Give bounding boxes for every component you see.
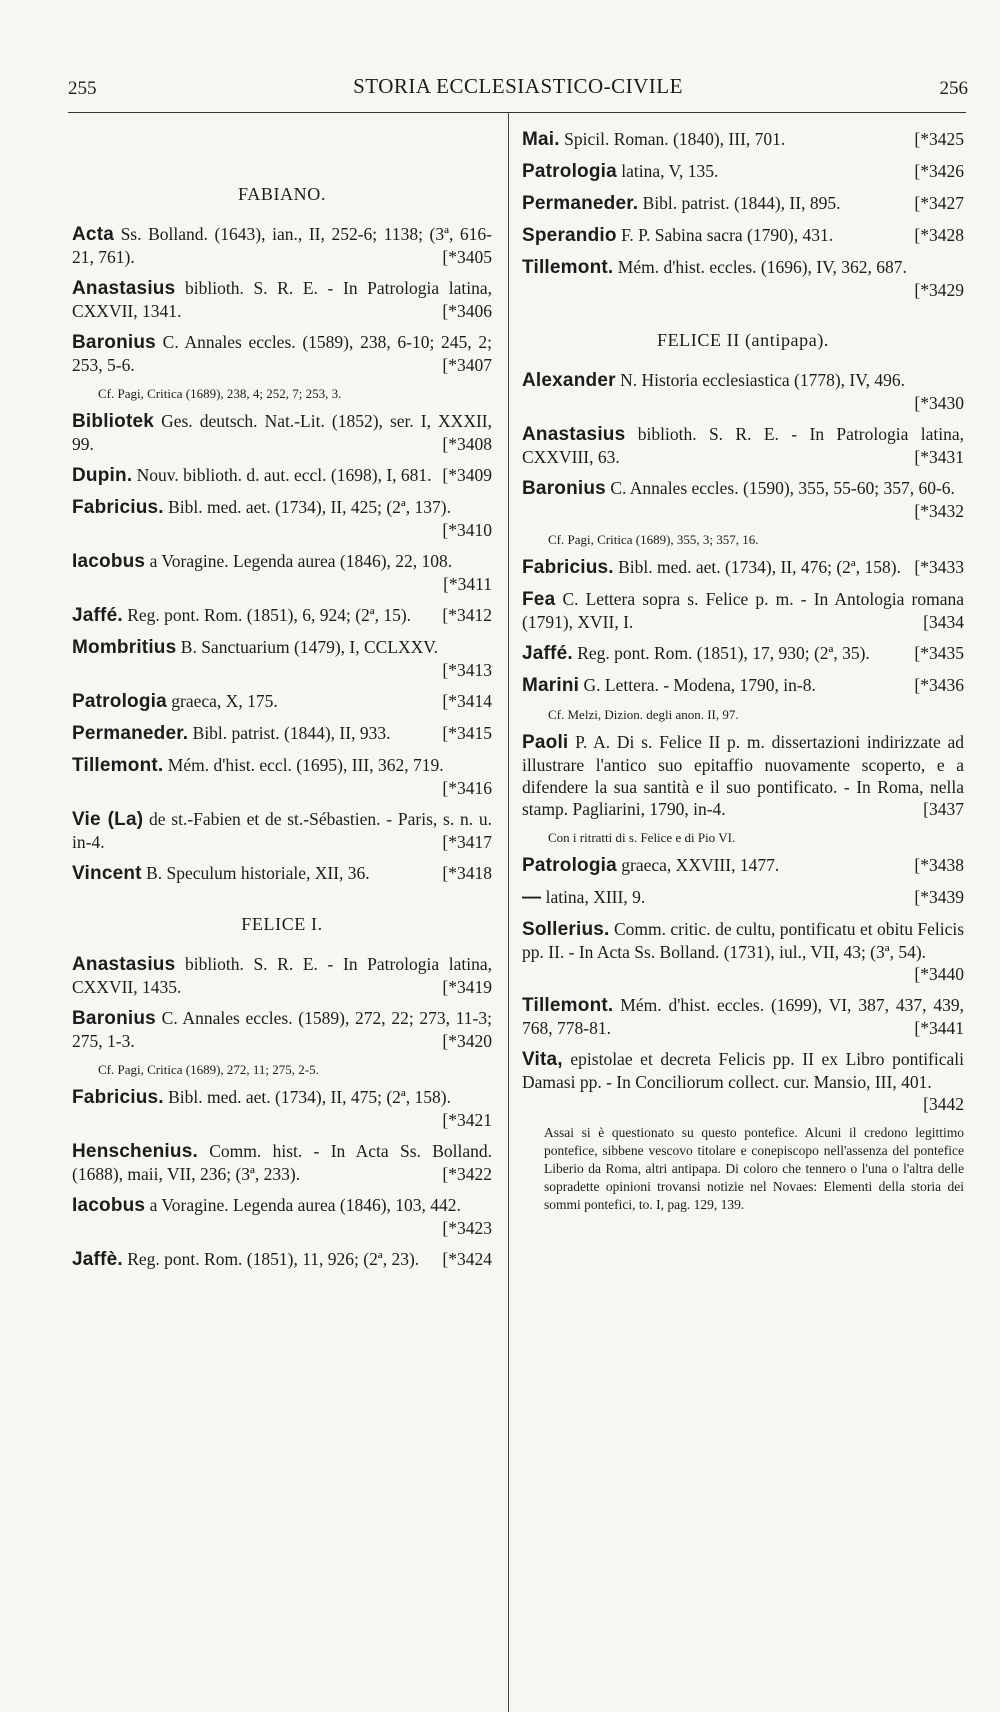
entry-text: Ges. deutsch. Nat.-Lit. (1852), ser. I, XXXII, 99. — [72, 411, 492, 454]
entry-text: C. Annales eccles. (1590), 355, 55-60; 357, 60-6. — [610, 478, 955, 498]
entry-reference-number: [3437 — [923, 799, 964, 819]
entry-reference-number: [*3425 — [914, 129, 964, 149]
entry-author: Vie (La) — [72, 809, 144, 830]
entry-note: Cf. Melzi, Dizion. degli anon. II, 97. — [548, 707, 739, 722]
footnote: Assai si è questionato su questo pontefice. Alcuni il credono legittimo pontefice, sibbene vescovo titolare e conepiscopo nell'assenza del pontefice Liberio da Roma, altri antipapa. Di coloro che tennero o l'una o l'altra delle sopradette opinioni trovansi notizie nel Novaes: Elementi della storia dei sommi pontefici, to. I, pag. 129, 139. — [544, 1125, 964, 1212]
entry-reference-number: [*3416 — [442, 778, 492, 798]
entry-reference-number: [*3405 — [442, 247, 492, 267]
entry-reference-number: [*3422 — [442, 1164, 492, 1184]
entry-author: — — [522, 887, 542, 908]
entry-reference-number: [*3413 — [442, 660, 492, 680]
bibliography-entry — [522, 854, 964, 877]
entry-author: Baronius — [72, 1008, 156, 1029]
entry-text: Comm. hist. - In Acta Ss. Bolland. (1688), maii, VII, 236; (3ª, 233). — [72, 1141, 492, 1184]
entry-reference-number: [*3435 — [914, 643, 964, 663]
entry-author: Anastasius — [522, 424, 626, 445]
entry-author: Mombritius — [72, 637, 177, 658]
bibliography-entry — [72, 604, 492, 627]
entry-reference-number: [*3412 — [442, 605, 492, 625]
bibliography-entry — [72, 1248, 492, 1271]
bibliography-entry — [522, 160, 964, 183]
running-title: STORIA ECCLESIASTICO-CIVILE — [353, 74, 683, 98]
bibliography-entry — [72, 1194, 492, 1239]
entry-text: Ss. Bolland. (1643), ian., II, 252-6; 1138; (3ª, 616-21, 761). — [72, 224, 492, 267]
entry-author: Permaneder. — [72, 723, 189, 744]
bibliography-entry — [72, 277, 492, 322]
bibliography-entry — [72, 636, 492, 681]
entry-author: Vita, — [522, 1049, 563, 1070]
entry-author: Alexander — [522, 370, 616, 391]
bibliography-entry — [522, 731, 964, 820]
section-title: FELICE I. — [241, 914, 323, 934]
entry-reference-number: [3434 — [923, 612, 964, 632]
entry-text: F. P. Sabina sacra (1790), 431. — [621, 225, 834, 245]
entry-author: Fea — [522, 589, 556, 610]
entry-text: biblioth. S. R. E. - In Patrologia latina, CXXVII, 1435. — [72, 954, 492, 997]
entry-text: Bibl. patrist. (1844), II, 895. — [642, 193, 841, 213]
bibliography-entry — [522, 674, 964, 697]
entry-author: Anastasius — [72, 278, 176, 299]
bibliography-entry — [72, 1007, 492, 1052]
entry-author: Dupin. — [72, 465, 133, 486]
entry-author: Iacobus — [72, 1195, 146, 1216]
left-column — [72, 128, 492, 1280]
entry-note: Cf. Pagi, Critica (1689), 238, 4; 252, 7; 253, 3. — [98, 386, 342, 401]
bibliography-entry — [72, 1086, 492, 1131]
running-header — [68, 74, 968, 114]
entry-text: Mém. d'hist. eccl. (1695), III, 362, 719. — [167, 755, 444, 775]
entry-reference-number: [*3409 — [442, 465, 492, 485]
entry-reference-number: [*3421 — [442, 1110, 492, 1130]
entry-reference-number: [*3417 — [442, 832, 492, 852]
entry-author: Mai. — [522, 129, 560, 150]
entry-text: Nouv. biblioth. d. aut. eccl. (1698), I, 681. — [136, 465, 432, 485]
entry-text: Bibl. med. aet. (1734), II, 425; (2ª, 137). — [168, 497, 451, 517]
entry-text: Mém. d'hist. eccles. (1699), VI, 387, 437, 439, 768, 778-81. — [522, 995, 964, 1038]
entry-reference-number: [*3429 — [914, 280, 964, 300]
entry-reference-number: [*3439 — [914, 887, 964, 907]
entry-text: latina, V, 135. — [621, 161, 719, 181]
bibliography-entry — [72, 953, 492, 998]
entry-reference-number: [*3428 — [914, 225, 964, 245]
entry-reference-number: [*3414 — [442, 691, 492, 711]
entry-text: Reg. pont. Rom. (1851), 11, 926; (2ª, 23). — [127, 1249, 420, 1269]
entry-text: G. Lettera. - Modena, 1790, in-8. — [583, 675, 816, 695]
bibliography-entry — [72, 1140, 492, 1185]
entry-reference-number: [*3433 — [914, 557, 964, 577]
entry-reference-number: [*3430 — [914, 393, 964, 413]
entry-author: Tillemont. — [522, 257, 614, 278]
entry-reference-number: [*3431 — [914, 447, 964, 467]
entry-text: latina, XIII, 9. — [545, 887, 646, 907]
page-number-left: 255 — [68, 78, 97, 99]
entry-author: Baronius — [72, 332, 156, 353]
entry-reference-number: [*3406 — [442, 301, 492, 321]
entry-author: Permaneder. — [522, 193, 639, 214]
entry-reference-number: [*3415 — [442, 723, 492, 743]
entry-note: Cf. Pagi, Critica (1689), 355, 3; 357, 16. — [548, 532, 759, 547]
entry-author: Baronius — [522, 478, 606, 499]
entry-note: Con i ritratti di s. Felice e di Pio VI. — [548, 830, 736, 845]
bibliography-entry — [522, 128, 964, 151]
entry-text: Bibl. med. aet. (1734), II, 476; (2ª, 158). — [618, 557, 901, 577]
entry-reference-number: [*3418 — [442, 863, 492, 883]
entry-author: Iacobus — [72, 551, 146, 572]
entry-reference-number: [*3408 — [442, 434, 492, 454]
right-column — [522, 128, 964, 1214]
entry-reference-number: [*3411 — [443, 574, 492, 594]
bibliography-entry — [72, 808, 492, 853]
entry-reference-number: [*3407 — [442, 355, 492, 375]
entry-text: biblioth. S. R. E. - In Patrologia latina, CXXVIII, 63. — [522, 424, 964, 467]
entry-text: a Voragine. Legenda aurea (1846), 22, 108. — [149, 551, 453, 571]
entry-text: Bibl. med. aet. (1734), II, 475; (2ª, 158). — [168, 1087, 451, 1107]
entry-reference-number: [3442 — [923, 1094, 964, 1114]
bibliography-entry — [522, 1048, 964, 1115]
bibliography-entry — [522, 642, 964, 665]
bibliography-entry — [72, 722, 492, 745]
entry-note: Cf. Pagi, Critica (1689), 272, 11; 275, 2-5. — [98, 1062, 319, 1077]
entry-author: Anastasius — [72, 954, 176, 975]
bibliography-entry — [522, 256, 964, 301]
bibliography-entry — [72, 331, 492, 376]
bibliography-entry — [72, 223, 492, 268]
entry-author: Patrologia — [522, 161, 617, 182]
bibliography-entry — [522, 918, 964, 985]
entry-text: Mém. d'hist. eccles. (1696), IV, 362, 687. — [617, 257, 907, 277]
entry-text: Spicil. Roman. (1840), III, 701. — [564, 129, 786, 149]
entry-author: Acta — [72, 224, 114, 245]
bibliography-entry — [72, 550, 492, 595]
section-title: FELICE II (antipapa). — [656, 330, 830, 350]
entry-reference-number: [*3427 — [914, 193, 964, 213]
entry-author: Marini — [522, 675, 580, 696]
entry-text: de st.-Fabien et de st.-Sébastien. - Paris, s. n. u. in-4. — [72, 809, 492, 852]
entry-author: Jaffé. — [72, 605, 123, 626]
entry-author: Fabricius. — [522, 557, 614, 578]
bibliography-entry — [522, 477, 964, 522]
entry-reference-number: [*3423 — [442, 1218, 492, 1238]
bibliography-entry — [522, 994, 964, 1039]
bibliography-entry — [72, 464, 492, 487]
bibliography-entry — [522, 588, 964, 633]
entry-text: C. Annales eccles. (1589), 238, 6-10; 245, 2; 253, 5-6. — [72, 332, 492, 375]
entry-reference-number: [*3426 — [914, 161, 964, 181]
entry-reference-number: [*3419 — [442, 977, 492, 997]
entry-text: a Voragine. Legenda aurea (1846), 103, 442. — [149, 1195, 461, 1215]
bibliography-entry — [72, 410, 492, 455]
entry-author: Jaffé. — [522, 643, 573, 664]
entry-reference-number: [*3440 — [914, 964, 964, 984]
bibliography-entry — [522, 886, 964, 909]
entry-text: C. Annales eccles. (1589), 272, 22; 273, 11-3; 275, 1-3. — [72, 1008, 492, 1051]
entry-reference-number: [*3441 — [914, 1018, 964, 1038]
entry-reference-number: [*3424 — [442, 1249, 492, 1269]
entry-text: biblioth. S. R. E. - In Patrologia latina, CXXVII, 1341. — [72, 278, 492, 321]
bibliography-entry — [72, 754, 492, 799]
entry-author: Patrologia — [522, 855, 617, 876]
bibliography-entry — [522, 192, 964, 215]
bibliography-entry — [72, 690, 492, 713]
entry-text: Reg. pont. Rom. (1851), 6, 924; (2ª, 15). — [127, 605, 412, 625]
entry-author: Tillemont. — [72, 755, 164, 776]
entry-author: Bibliotek — [72, 411, 155, 432]
bibliography-entry — [72, 862, 492, 885]
entry-text: Reg. pont. Rom. (1851), 17, 930; (2ª, 35). — [577, 643, 870, 663]
bibliography-entry — [522, 224, 964, 247]
bibliography-entry — [72, 496, 492, 541]
entry-author: Henschenius. — [72, 1141, 198, 1162]
entry-text: N. Historia ecclesiastica (1778), IV, 496. — [620, 370, 906, 390]
entry-reference-number: [*3432 — [914, 501, 964, 521]
entry-author: Sperandio — [522, 225, 617, 246]
entry-author: Fabricius. — [72, 497, 164, 518]
entry-reference-number: [*3410 — [442, 520, 492, 540]
entry-text: graeca, X, 175. — [171, 691, 278, 711]
section-title: FABIANO. — [238, 184, 326, 204]
entry-reference-number: [*3436 — [914, 675, 964, 695]
bibliography-entry — [522, 423, 964, 468]
entry-author: Jaffè. — [72, 1249, 123, 1270]
entry-text: B. Sanctuarium (1479), I, CCLXXV. — [180, 637, 439, 657]
column-divider — [508, 112, 509, 1712]
bibliography-entry — [522, 556, 964, 579]
header-rule — [68, 112, 966, 113]
entry-author: Patrologia — [72, 691, 167, 712]
entry-text: graeca, XXVIII, 1477. — [621, 855, 780, 875]
entry-reference-number: [*3438 — [914, 855, 964, 875]
bibliography-entry — [522, 369, 964, 414]
page-number-right: 256 — [939, 78, 968, 99]
entry-text: P. A. Di s. Felice II p. m. dissertazioni indirizzate ad illustrare l'antico suo epitaffio nuovamente scoperto, e a difendere la sua santità e il suo pontificato. - In Roma, nella stamp. Pagliarini, 1790, in-4. — [522, 732, 964, 819]
entry-text: epistolae et decreta Felicis pp. II ex Libro pontificali Damasi pp. - In Conciliorum collect. cur. Mansio, III, 401. — [522, 1049, 965, 1092]
entry-author: Vincent — [72, 863, 142, 884]
entry-text: Bibl. patrist. (1844), II, 933. — [192, 723, 391, 743]
entry-author: Paoli — [522, 732, 569, 753]
entry-text: C. Lettera sopra s. Felice p. m. - In Antologia romana (1791), XVII, I. — [522, 589, 964, 632]
entry-author: Tillemont. — [522, 995, 614, 1016]
entry-reference-number: [*3420 — [442, 1031, 492, 1051]
entry-author: Sollerius. — [522, 919, 610, 940]
entry-text: Comm. critic. de cultu, pontificatu et obitu Felicis pp. II. - In Acta Ss. Bolland. (1731), iul., VII, 43; (3ª, 54). — [522, 919, 965, 962]
entry-author: Fabricius. — [72, 1087, 164, 1108]
entry-text: B. Speculum historiale, XII, 36. — [146, 863, 370, 883]
